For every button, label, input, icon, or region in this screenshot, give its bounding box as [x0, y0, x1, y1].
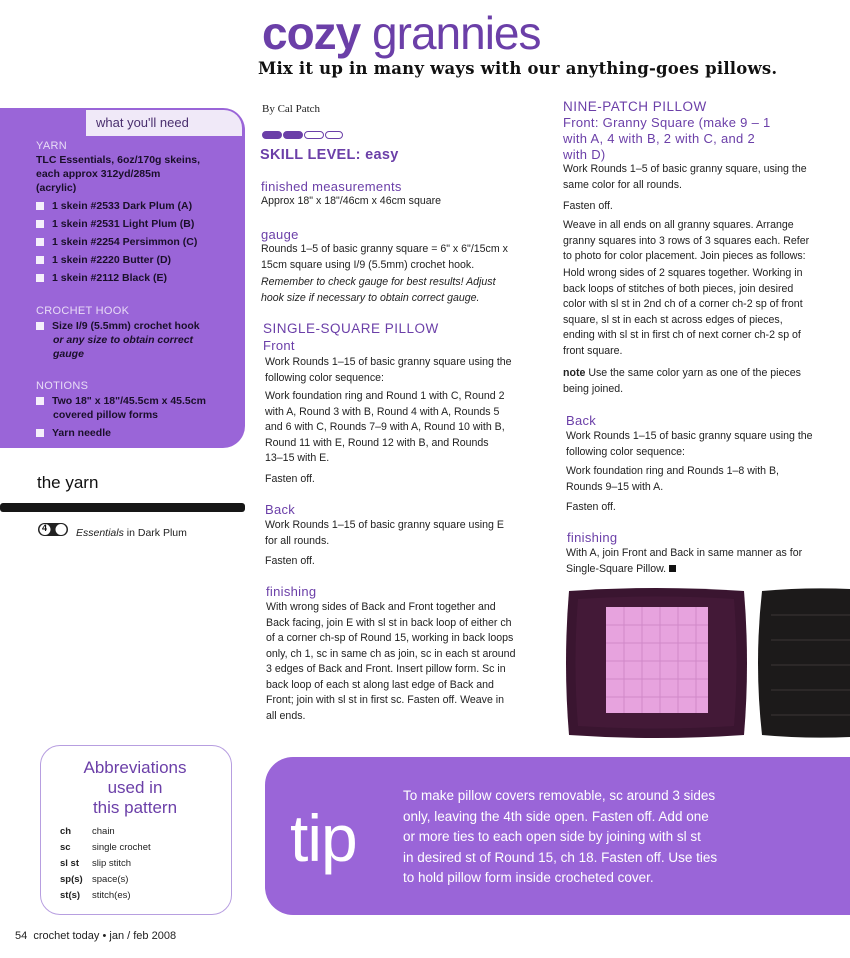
nine-back-p2: Work foundation ring and Rounds 1–8 with B, Rounds 9–15 with A. — [566, 465, 779, 493]
yarn-strand-image — [0, 503, 245, 512]
nine-back-p1: Work Rounds 1–15 of basic granny square using the following color sequence: — [566, 430, 813, 458]
checkbox-icon — [36, 202, 44, 210]
yarn-item: 1 skein #2533 Dark Plum (A) — [36, 200, 192, 212]
gauge-text: Rounds 1–5 of basic granny square = 6" x 6"/15cm x 15cm square using I/9 (5.5mm) crochet hook. — [261, 243, 508, 271]
front-paragraph: Work Rounds 1–15 of basic granny square using the following color sequence: — [265, 356, 512, 384]
single-square-heading: SINGLE-SQUARE PILLOW — [263, 321, 439, 336]
nine-patch-subheading: Front: Granny Square (make 9 – 1 with A, 4 with B, 2 with C, and 2 with D) — [563, 115, 771, 162]
yarn-caption: Essentials in Dark Plum — [76, 527, 187, 539]
notions-heading: NOTIONS — [36, 380, 89, 392]
yarn-item: 1 skein #2112 Black (E) — [36, 272, 167, 284]
hook-heading: CROCHET HOOK — [36, 305, 130, 317]
notions-item-cont: covered pillow forms — [53, 409, 159, 421]
checkbox-icon — [36, 256, 44, 264]
nine-back-fasten: Fasten off. — [566, 501, 616, 513]
skill-level-meter — [262, 131, 344, 139]
nine-patch-p1: Work Rounds 1–5 of basic granny square, using the same color for all rounds. — [563, 163, 807, 191]
end-mark-icon — [669, 565, 676, 572]
yarn-section-title: the yarn — [37, 473, 99, 492]
nine-patch-heading: NINE-PATCH PILLOW — [563, 99, 707, 114]
gauge-heading: gauge — [261, 227, 299, 242]
hook-note: or any size to obtain correct gauge — [53, 334, 194, 360]
yarn-item: 1 skein #2531 Light Plum (B) — [36, 218, 194, 230]
checkbox-icon — [36, 220, 44, 228]
checkbox-icon — [36, 322, 44, 330]
materials-title: what you'll need — [96, 115, 189, 130]
front-heading: Front — [263, 338, 295, 353]
back-paragraph: Work Rounds 1–15 of basic granny square using E for all rounds. — [265, 519, 504, 547]
back-heading: Back — [265, 502, 296, 517]
pillow-photo — [566, 585, 850, 740]
yarn-description: TLC Essentials, 6oz/170g skeins, each approx 312yd/285m (acrylic) — [36, 154, 200, 194]
checkbox-icon — [36, 238, 44, 246]
abbreviation-row: sl st slip stitch — [60, 858, 132, 869]
gauge-note: Remember to check gauge for best results! Adjust hook size if necessary to obtain correct gauge. — [261, 276, 496, 304]
nine-patch-note: note Use the same color yarn as one of the pieces being joined. — [563, 367, 801, 395]
front-color-sequence: Work foundation ring and Round 1 with C, Round 2 with A, Round 3 with B, Round 4 with A, Rounds 5 and 6 with C, Rounds 7–9 with A, Round 10 with B, Round 11 with E, Round 12 with B, and Rounds 13–15 with E. — [265, 390, 505, 464]
notions-item: Two 18" x 18"/45.5cm x 45.5cm — [36, 395, 206, 407]
tip-label: tip — [290, 801, 357, 875]
checkbox-icon — [36, 429, 44, 437]
yarn-heading: YARN — [36, 140, 67, 152]
finishing-paragraph: With wrong sides of Back and Front together and Back facing, join E with sl st in back loop of either ch of a corner ch-sp of Round 15, working in back loops only, ch 1, sc in same ch as join, sc in each st around 3 edges of Back and Front. Insert pillow form. Sc in back loop of each st along last edge of Back and Front; join with sl st in first sc. Fasten off. Weave in all ends. — [266, 601, 516, 722]
nine-back-heading: Back — [566, 413, 597, 428]
nine-finishing-paragraph: With A, join Front and Back in same manner as for Single-Square Pillow. — [566, 547, 803, 575]
abbreviation-row: ch chain — [60, 826, 115, 837]
page-footer: 54 crochet today • jan / feb 2008 — [15, 930, 177, 942]
nine-patch-fasten: Fasten off. — [563, 200, 613, 212]
abbreviation-row: sp(s) space(s) — [60, 874, 129, 885]
hook-item: Size I/9 (5.5mm) crochet hook — [36, 320, 200, 332]
tip-text: To make pillow covers removable, sc around 3 sides only, leaving the 4th side open. Fasten off. Add one or more ties to each open side by joining with sl st in desired st of Round 15, ch 18. Fasten off. Use ties to hold pillow form inside crocheted cover. — [403, 788, 718, 885]
nine-patch-p4: Hold wrong sides of 2 squares together. Working in back loops of stitches of both pieces, join desired color with sl st in 2nd ch of a corner ch-2 sp of front square, sl st in each st across edges of pieces, ending with sl st in first ch of next corner ch-2 sp of front square. — [563, 267, 803, 357]
byline: By Cal Patch — [262, 103, 321, 115]
nine-finishing-heading: finishing — [567, 530, 618, 545]
abbreviation-row: sc single crochet — [60, 842, 151, 853]
checkbox-icon — [36, 397, 44, 405]
yarn-item: 1 skein #2254 Persimmon (C) — [36, 236, 197, 248]
front-fasten-off: Fasten off. — [265, 473, 315, 485]
notions-item: Yarn needle — [36, 427, 111, 439]
yarn-item: 1 skein #2220 Butter (D) — [36, 254, 171, 266]
back-fasten-off: Fasten off. — [265, 555, 315, 567]
finishing-heading: finishing — [266, 584, 317, 599]
page-title: cozy grannies — [262, 7, 541, 59]
checkbox-icon — [36, 274, 44, 282]
abbreviations-title: Abbreviations used in this pattern — [83, 758, 187, 817]
skill-level: SKILL LEVEL: easy — [260, 147, 399, 163]
yarn-weight-number: 4 — [42, 523, 48, 533]
finished-measurements-heading: finished measurements — [261, 179, 402, 194]
finished-measurements-text: Approx 18" x 18"/46cm x 46cm square — [261, 195, 442, 207]
page-subtitle: Mix it up in many ways with our anything-goes pillows. — [258, 59, 778, 78]
nine-patch-p3: Weave in all ends on all granny squares. Arrange granny squares into 3 rows of 3 squares each. Refer to photo for color placement. Join pieces as follows: — [563, 219, 810, 262]
abbreviation-row: st(s) stitch(es) — [60, 890, 131, 901]
